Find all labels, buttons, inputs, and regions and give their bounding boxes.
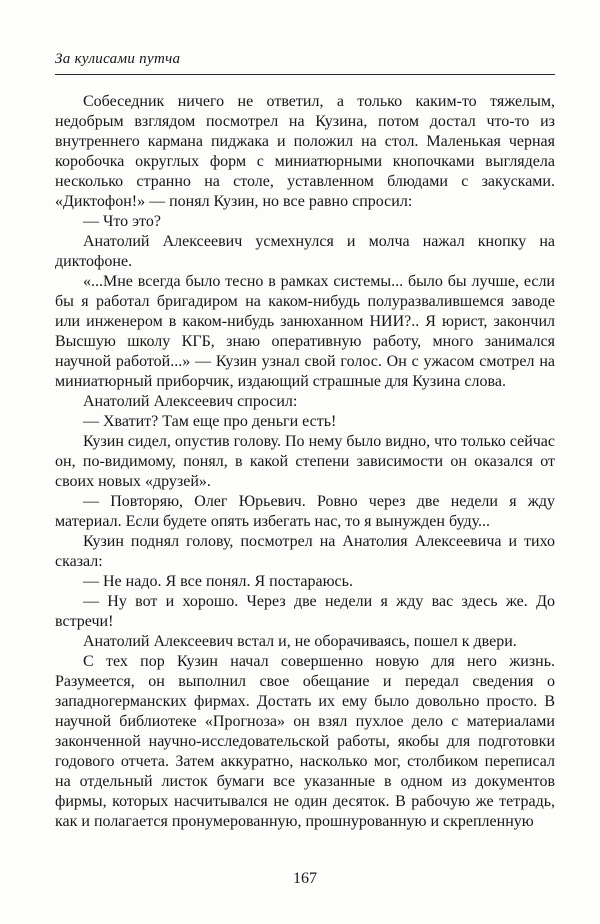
body-text: [55, 92, 555, 832]
paragraph: Анатолий Алексеевич усмехнулся и молча нажал кнопку на диктофоне.: [55, 233, 555, 270]
page-number: 167: [293, 870, 317, 887]
paragraph: Анатолий Алексеевич встал и, не оборачиваясь, пошел к двери.: [83, 633, 517, 650]
paragraph: — Повторяю, Олег Юрьевич. Ровно через две недели я жду материал. Если будете опять избегать нас, то я вынужден буду...: [55, 493, 555, 530]
paragraph: — Ну вот и хорошо. Через две недели я жду вас здесь же. До встречи!: [55, 593, 555, 630]
paragraph: Кузин поднял голову, посмотрел на Анатолия Алексеевича и тихо сказал:: [55, 533, 555, 570]
running-header: [55, 50, 555, 75]
paragraph: Анатолий Алексеевич спросил:: [83, 393, 298, 410]
paragraph: Кузин сидел, опустив голову. По нему было видно, что только сейчас он, по-видимому, понял, в какой степени зависимости он оказался от своих новых «друзей».: [55, 433, 555, 490]
paragraph: — Не надо. Я все понял. Я постараюсь.: [83, 573, 353, 590]
header-rule: [55, 74, 555, 75]
paragraph: — Что это?: [83, 213, 161, 230]
paragraph: С тех пор Кузин начал совершенно новую для него жизнь. Разумеется, он выполнил свое обещание и передал сведения о западногерманских фирмах. Достать их ему было довольно просто. В научной библиотеке «Прогноза» он взял пухлое дело с материалами законченной научно-исследовательской работы, якобы для подготовки годового отчета. Затем аккуратно, насколько мог, столбиком переписал на отдельный листок бумаги все указанные в одном из документов фирмы, которых насчитывался не один десяток. В рабочую же тетрадь, как и полагается пронумерованную, прошнурованную и скрепленную: [55, 653, 555, 830]
chapter-title: За кулисами путча: [55, 51, 181, 67]
paragraph: — Хватит? Там еще про деньги есть!: [83, 413, 337, 430]
paragraph: Собеседник ничего не ответил, а только каким-то тяжелым, недобрым взглядом посмотрел на Кузина, потом достал что-то из внутреннего кармана пиджака и положил на стол. Маленькая черная коробочка округлых форм с миниатюрными кнопочками выглядела несколько странно на столе, уставленном блюдами с закусками. «Диктофон!» — понял Кузин, но все равно спросил:: [55, 93, 555, 210]
paragraph: «...Мне всегда было тесно в рамках системы... было бы лучше, если бы я работал бригадиром на каком-нибудь полуразвалившемся заводе или инженером в каком-нибудь занюханном НИИ?.. Я юрист, закончил Высшую школу КГБ, знаю оперативную работу, много занимался научной работой...» — Кузин узнал свой голос. Он с ужасом смотрел на миниатюрный приборчик, издающий страшные для Кузина слова.: [55, 273, 555, 390]
